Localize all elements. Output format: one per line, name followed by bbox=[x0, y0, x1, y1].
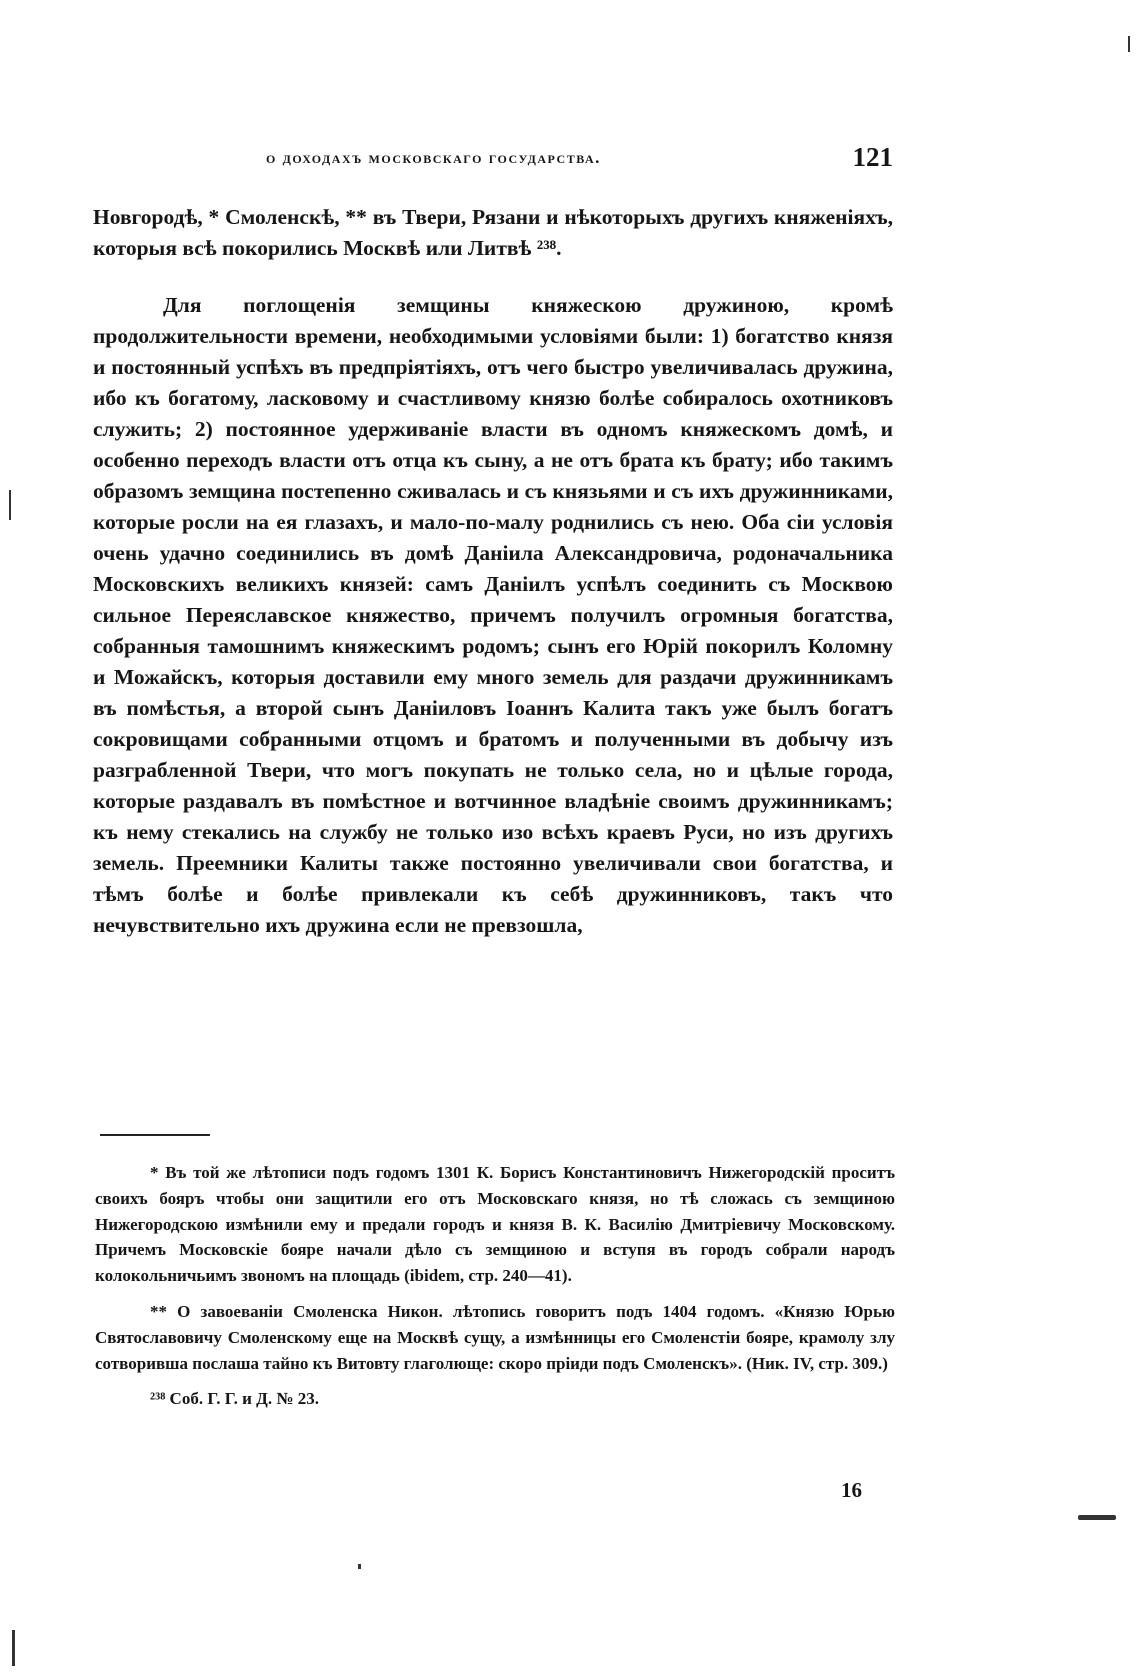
scan-speck-right bbox=[1128, 36, 1130, 52]
scan-speck-dot bbox=[358, 1564, 361, 1569]
paragraph-continued: Новгородѣ, * Смоленскѣ, ** въ Твери, Рязани и нѣкоторыхъ другихъ княженіяхъ, которыя всѣ покорились Москвѣ или Литвѣ ²³⁸. bbox=[93, 205, 893, 260]
signature-mark: 16 bbox=[841, 1478, 862, 1502]
footnote-separator bbox=[100, 1134, 210, 1136]
scan-speck-left bbox=[9, 490, 11, 520]
footnotes bbox=[95, 1160, 895, 1412]
scan-speck-dash bbox=[1078, 1515, 1116, 1520]
paragraph-main: Для поглощенія земщины княжескою дружиною, кромѣ продолжительности времени, необходимыми условіями были: 1) богатство князя и постоянный успѣхъ въ предпріятіяхъ, отъ чего быстро увеличивалась дружина, ибо къ богатому, ласковому и счастливому князю болѣе собиралось охотниковъ служить; 2) постоянное удерживаніе власти въ одномъ княжескомъ домѣ, и особенно переходъ власти отъ отца къ сыну, а не отъ брата къ брату; ибо такимъ образомъ земщина постепенно сживалась и съ князьями и съ ихъ дружинниками, которые росли на ея глазахъ, и мало-по-малу роднились съ нею. Оба сіи условія очень удачно соединились въ домѣ Даніила Александровича, родоначальника Московскихъ великихъ князей: самъ Даніилъ успѣлъ соединить съ Москвою сильное Переяславское княжество, причемъ получилъ огромныя богатства, собранныя тамошнимъ княжескимъ родомъ; сынъ его Юрій покорилъ Коломну и Можайскъ, которыя доставили ему много земель для раздачи дружинникамъ въ помѣстья, а второй сынъ Даніиловъ Іоаннъ Калита такъ уже былъ богатъ сокровищами собранными отцомъ и братомъ и полученными въ добычу изъ разграбленной Твери, что могъ покупать не только села, но и цѣлые города, которые раздавалъ въ помѣстное и вотчинное владѣніе своимъ дружинникамъ; къ нему стекались на службу не только изо всѣхъ краевъ Руси, но изъ другихъ земель. Преемники Калиты также постоянно увеличивали свои богатства, и тѣмъ болѣе и болѣе привлекали къ себѣ дружинниковъ, такъ что нечувствительно ихъ дружина если не превзошла, bbox=[93, 293, 893, 937]
page-number: 121 bbox=[852, 142, 893, 172]
footnote-238: ²³⁸ Соб. Г. Г. и Д. № 23. bbox=[150, 1389, 319, 1409]
main-text bbox=[93, 202, 893, 941]
running-head bbox=[93, 142, 893, 176]
running-title: о доходахъ московскаго государства. bbox=[266, 148, 601, 167]
scan-speck-edge bbox=[12, 1630, 15, 1666]
footnote-1: * Въ той же лѣтописи подъ годомъ 1301 К. Борисъ Константиновичъ Нижегородскій проситъ своихъ бояръ чтобы они защитили его отъ Московскаго князя, но тѣ сложась съ земщиною Нижегородскою измѣнили ему и предали городъ и князя В. К. Василію Дмитріевичу Московскому. Причемъ Московскіе бояре начали дѣло съ земщиною и вступя въ городъ собрали народъ колокольничьимъ звономъ на площадь (ibidem, стр. 240—41). bbox=[95, 1163, 895, 1286]
footnote-2: ** О завоеваніи Смоленска Никон. лѣтопись говоритъ подъ 1404 годомъ. «Князю Юрью Святославовичу Смоленскому еще на Москвѣ сущу, а измѣнницы его Смоленстіи бояре, крамолу злу сотворивша послаша тайно къ Витовту глаголюще: скоро пріиди подъ Смоленскъ». (Ник. IV, стр. 309.) bbox=[95, 1301, 895, 1373]
